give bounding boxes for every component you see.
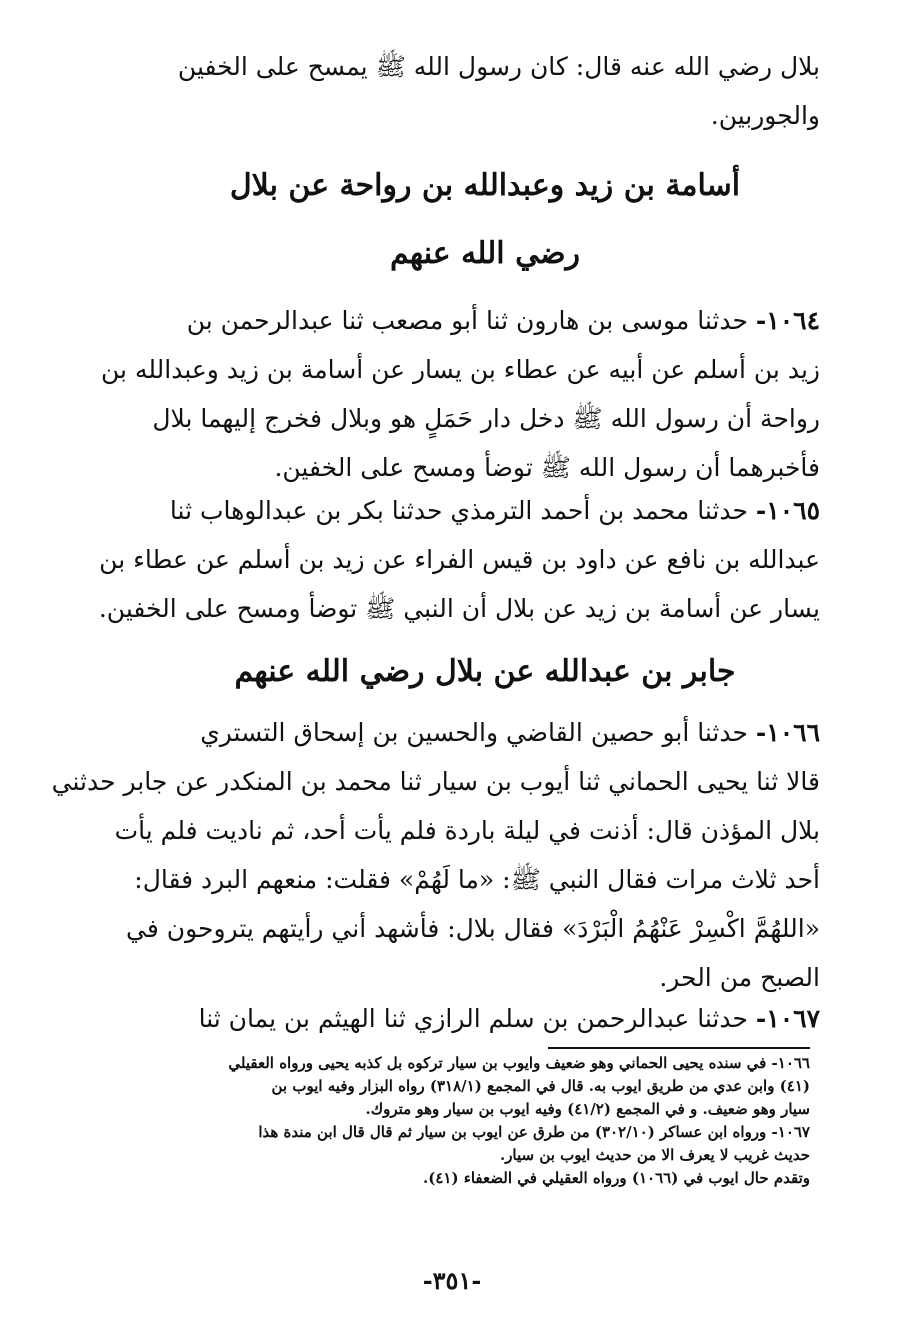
footnote-line: وتقدم حال ايوب في (١٠٦٦) ورواه العقيلي في الضعفاء (٤١). xyxy=(423,1169,810,1187)
body-line: ١٠٦٧- حدثنا عبدالرحمن بن سلم الرازي ثنا الهيثم بن يمان ثنا xyxy=(198,1004,820,1033)
hadith-1066 xyxy=(51,708,820,1002)
body-line: يسار عن أسامة بن زيد عن بلال أن النبي ﷺ توضأ ومسح على الخفين. xyxy=(98,594,820,623)
footnote-line: ١٠٦٦- في سنده يحيى الحماني وهو ضعيف وايوب بن سيار تركوه بل كذبه يحيى ورواه العقيلي xyxy=(228,1054,810,1072)
section-heading: أسامة بن زيد وعبدالله بن رواحة عن بلال xyxy=(229,168,741,203)
hadith-number: ١٠٦٦- xyxy=(755,718,820,747)
body-line: ١٠٦٦- حدثنا أبو حصين القاضي والحسين بن إسحاق التستري xyxy=(200,718,820,747)
footnote-line: سيار وهو ضعيف. و في المجمع (٤١/٢) وفيه ايوب بن سيار وهو متروك. xyxy=(365,1100,810,1118)
body-line: عبدالله بن نافع عن داود بن قيس الفراء عن زيد بن أسلم عن عطاء بن xyxy=(99,545,820,574)
footnote-divider xyxy=(548,1047,810,1049)
body-line: بلال المؤذن قال: أذنت في ليلة باردة فلم يأت أحد، ثم ناديت فلم يأت xyxy=(114,816,820,845)
section-heading: جابر بن عبدالله عن بلال رضي الله عنهم xyxy=(234,654,736,689)
body-line: فأخبرهما أن رسول الله ﷺ توضأ ومسح على الخفين. xyxy=(274,453,820,482)
footnote-line: ١٠٦٧- ورواه ابن عساكر (٣٠٢/١٠) من طرق عن ايوب بن سيار ثم قال قال ابن مندة هذا xyxy=(258,1123,810,1141)
footnotes xyxy=(150,1052,810,1190)
body-line: بلال رضي الله عنه قال: كان رسول الله ﷺ يمسح على الخفين xyxy=(177,52,820,81)
hadith-number: ١٠٦٤- xyxy=(755,306,820,335)
body-line: ١٠٦٤- حدثنا موسى بن هارون ثنا أبو مصعب ثنا عبدالرحمن بن xyxy=(186,306,820,335)
hadith-number: ١٠٦٧- xyxy=(755,1004,820,1033)
footnote-line: (٤١) وابن عدي من طريق ايوب به. قال في المجمع (٣١٨/١) رواه البزار وفيه ايوب بن xyxy=(271,1077,810,1095)
body-line: والجوربين. xyxy=(710,101,820,130)
hadith-1065 xyxy=(98,486,820,633)
body-line: أحد ثلاث مرات فقال النبي ﷺ: «ما لَهُمْ» فقلت: منعهم البرد فقال: xyxy=(134,865,820,894)
body-line: ١٠٦٥- حدثنا محمد بن أحمد الترمذي حدثنا بكر بن عبدالوهاب ثنا xyxy=(169,496,820,525)
body-line: قالا ثنا يحيى الحماني ثنا أيوب بن سيار ثنا محمد بن المنكدر عن جابر حدثني xyxy=(51,767,820,796)
hadith-number: ١٠٦٥- xyxy=(755,496,820,525)
body-line: الصبح من الحر. xyxy=(659,963,820,992)
body-line: رواحة أن رسول الله ﷺ دخل دار حَمَلٍ هو وبلال فخرج إليهما بلال xyxy=(152,404,820,433)
footnote-line: حديث غريب لا يعرف الا من حديث ايوب بن سيار. xyxy=(499,1146,810,1164)
page-number: -٣٥١- xyxy=(422,1266,482,1295)
intro-block xyxy=(150,42,820,140)
body-line: «اللهُمَّ اكْسِرْ عَنْهُمُ الْبَرْدَ» فقال بلال: فأشهد أني رأيتهم يتروحون في xyxy=(126,914,820,943)
body-line: زيد بن أسلم عن أبيه عن عطاء بن يسار عن أسامة بن زيد وعبدالله بن xyxy=(101,355,820,384)
section-heading-continued: رضي الله عنهم xyxy=(389,236,581,271)
hadith-1064 xyxy=(101,296,820,492)
hadith-1067 xyxy=(150,994,820,1043)
